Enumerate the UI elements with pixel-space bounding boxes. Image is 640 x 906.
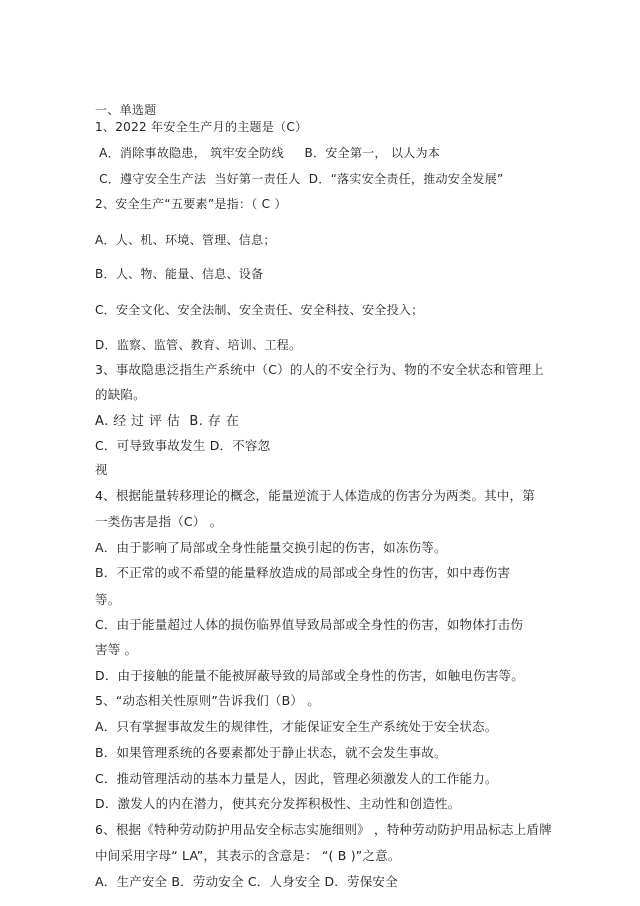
question-4-option-a: A．由于影响了局部或全身性能量交换引起的伤害，如冻伤等。 [95,540,447,555]
question-4-option-c-cont: 害等 。 [95,642,138,657]
question-1-options-cd: C．遵守安全生产法 当好第一责任人 D．“落实安全责任，推动安全发展” [95,172,504,186]
question-5-option-d: D．激发人的内在潜力，使其充分发挥积极性、主动性和创造性。 [95,796,461,811]
section-title: 一、单选题 [95,103,157,117]
question-2-stem: 2、安全生产“五要素”是指：（ C ） [95,197,287,211]
question-3-options-cd: C．可导致事故发生 D．不容忽 [95,438,271,453]
question-3-options-cont: 视 [95,462,108,477]
question-4-stem: 4、根据能量转移理论的概念，能量逆流于人体造成的伤害分为两类。其中，第 [95,488,535,503]
question-2-option-d: D．监察、监管、教育、培训、工程。 [95,338,302,352]
question-1-stem: 1、2022 年安全生产月的主题是（C） [95,120,308,134]
question-2-option-a: A．人、机、环境、管理、信息； [95,233,276,247]
question-5-stem: 5、“动态相关性原则”告诉我们（B） 。 [95,693,320,708]
question-6-stem-cont: 中间采用字母“ LA”，其表示的含意是： “( B )”之意。 [95,848,401,863]
question-6-stem: 6、根据《特种劳动防护用品安全标志实施细则》 ，特种劳动防护用品标志上盾牌 [95,822,552,837]
question-6-options: A．生产安全 B．劳动安全 C．人身安全 D．劳保安全 [95,874,398,889]
question-3-stem: 3、事故隐患泛指生产系统中（C）的人的不安全行为、物的不安全状态和管理上 [95,362,544,377]
question-4-option-b-cont: 等。 [95,592,121,607]
question-1-options-ab: A．消除事故隐患， 筑牢安全防线 B．安全第一， 以人为本 [95,146,441,160]
question-5-option-b: B．如果管理系统的各要素都处于静止状态，就不会发生事故。 [95,745,447,760]
question-3-options-ab: A. 经 过 评 估 B. 存 在 [95,414,240,429]
question-2-option-c: C．安全文化、安全法制、安全责任、安全科技、安全投入； [95,303,424,317]
question-2-option-b: B．人、物、能量、信息、设备 [95,267,264,281]
question-4-option-b: B．不正常的或不希望的能量释放造成的局部或全身性的伤害，如中毒伤害 [95,565,511,580]
question-5-option-a: A．只有掌握事故发生的规律性，才能保证安全生产系统处于安全状态。 [95,719,498,734]
question-4-stem-cont: 一类伤害是指（C） 。 [95,514,223,529]
question-3-stem-cont: 的缺陷。 [95,387,146,402]
question-5-option-c: C．推动管理活动的基本力量是人，因此，管理必须激发人的工作能力。 [95,771,498,786]
question-4-option-c: C．由于能量超过人体的损伤临界值导致局部或全身性的伤害，如物体打击伤 [95,617,524,632]
question-4-option-d: D．由于接触的能量不能被屏蔽导致的局部或全身性的伤害，如触电伤害等。 [95,668,524,683]
